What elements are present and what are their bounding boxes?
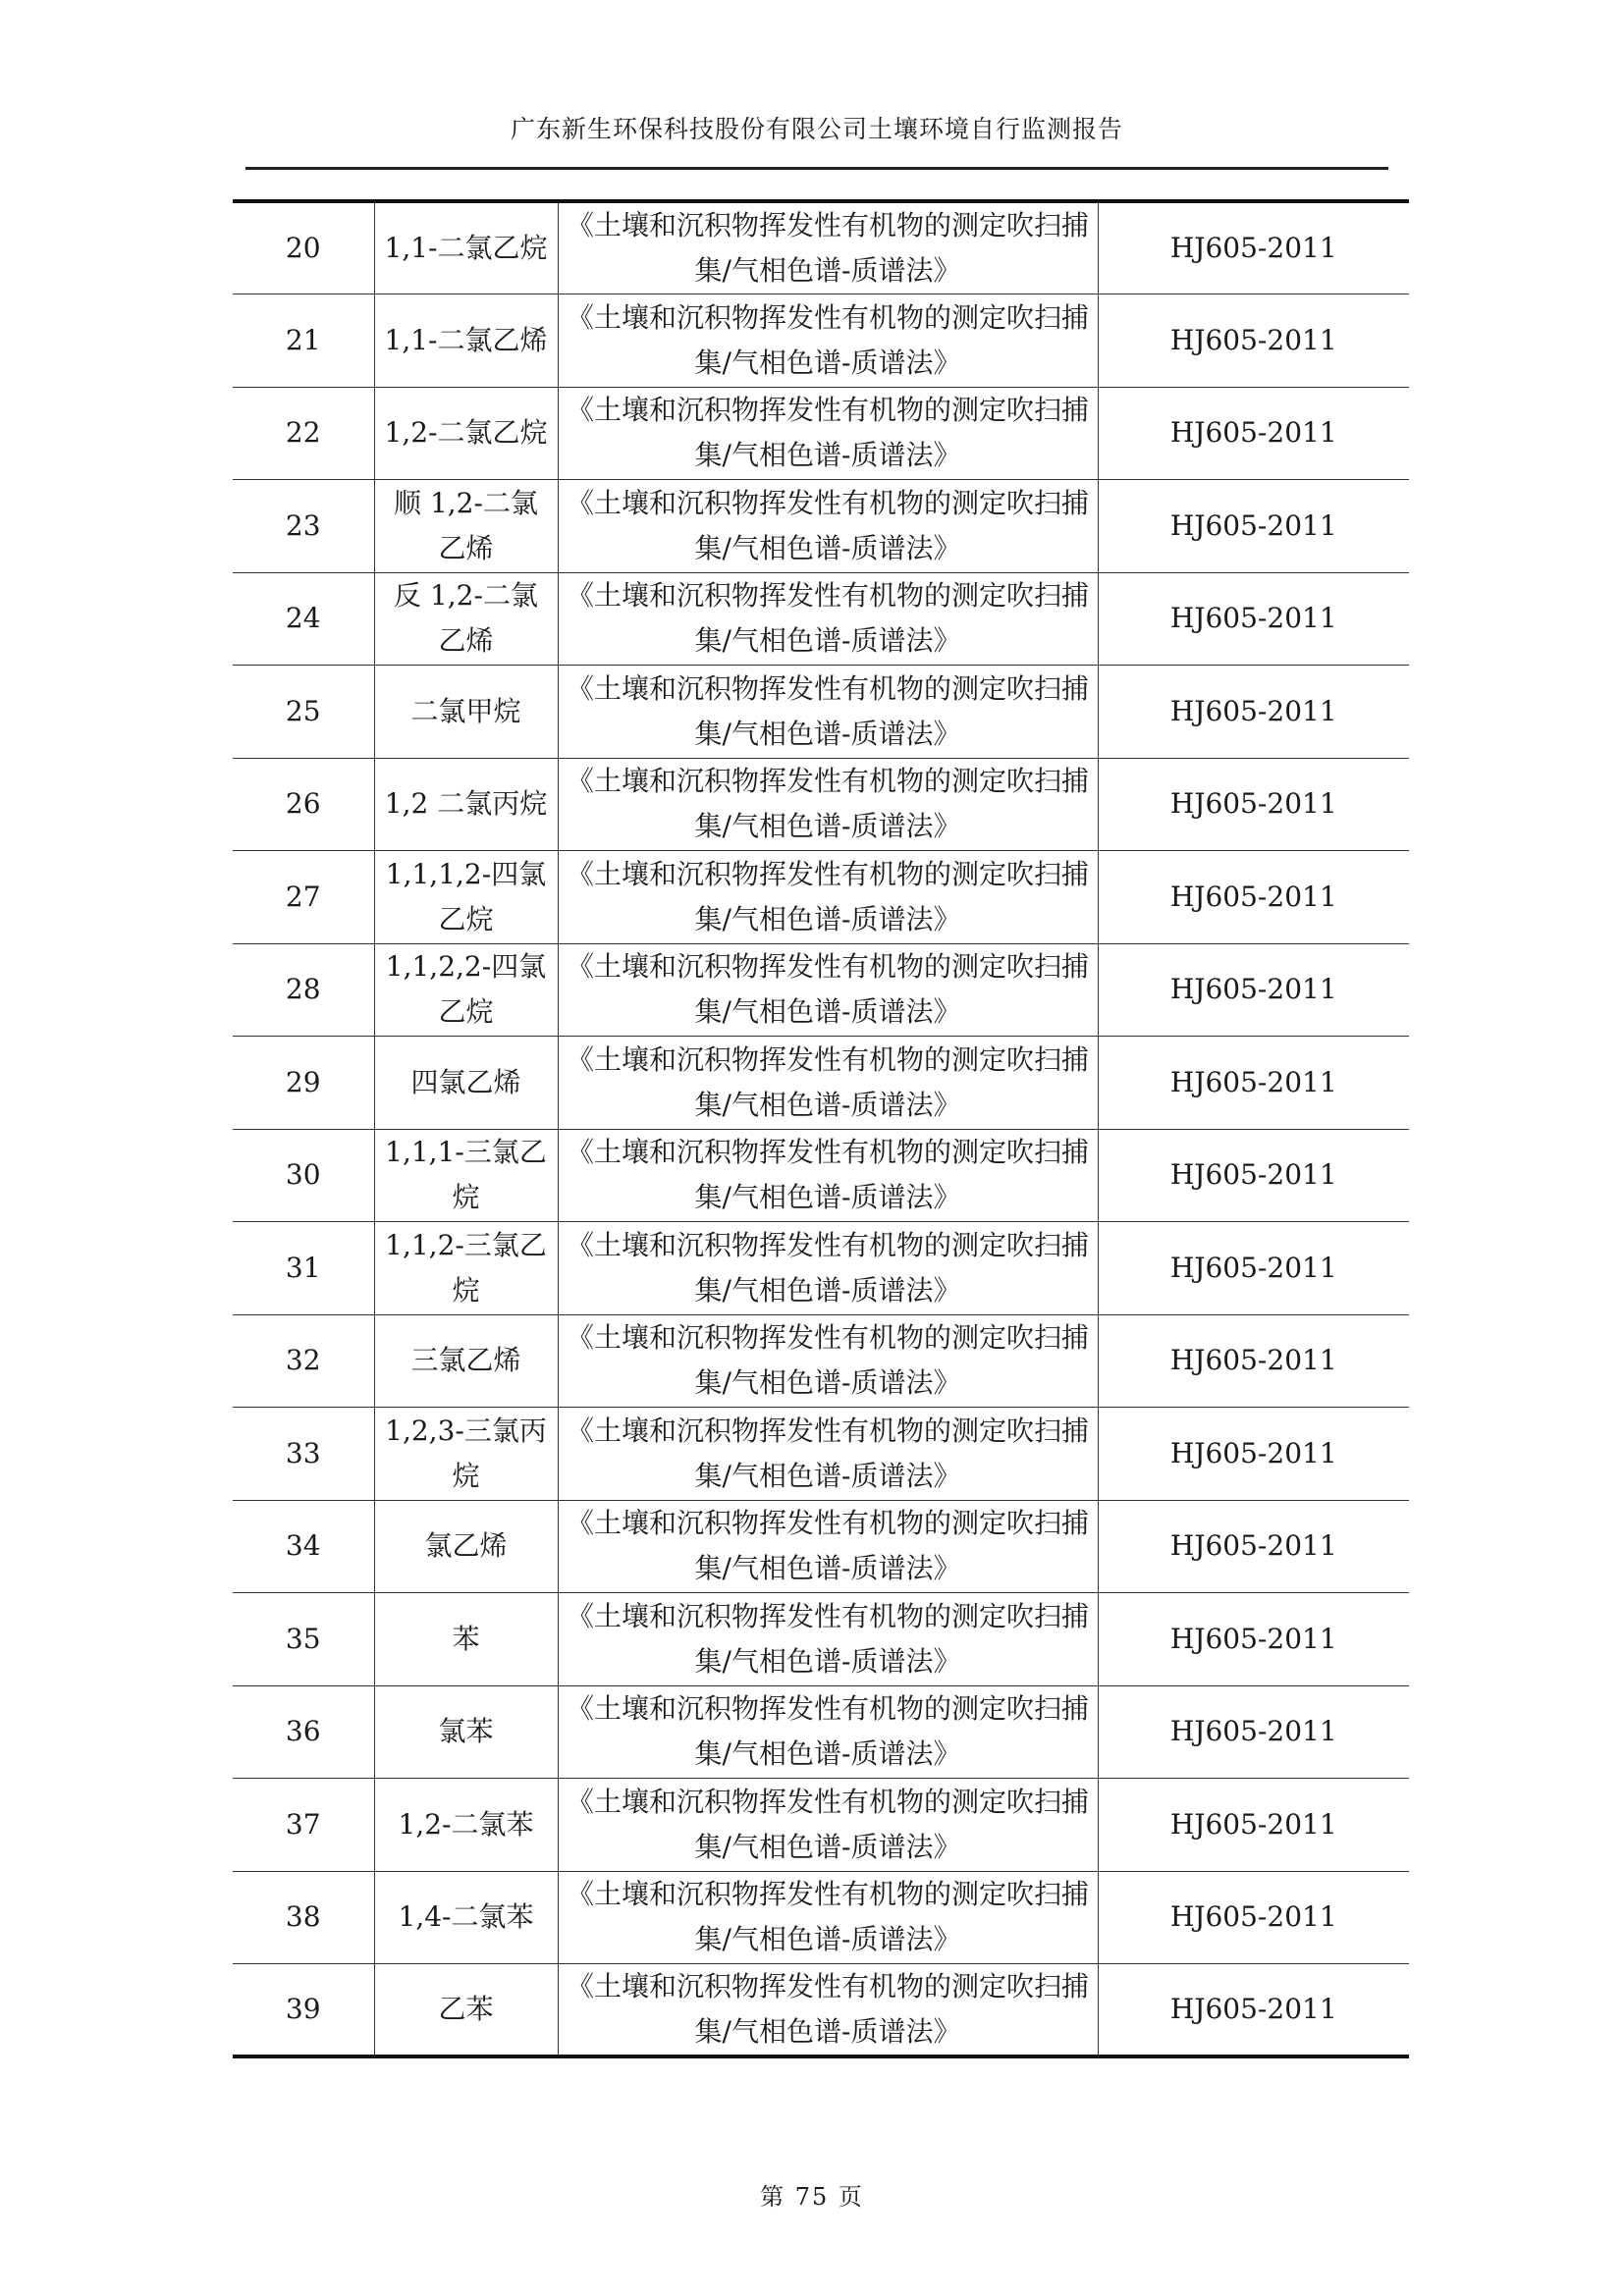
test-method: 《土壤和沉积物挥发性有机物的测定吹扫捕集/气相色谱-质谱法》 <box>558 1685 1098 1779</box>
row-number: 23 <box>233 480 374 573</box>
standard-code: HJ605-2011 <box>1098 1871 1409 1964</box>
standard-code: HJ605-2011 <box>1098 1779 1409 1872</box>
analyte-name: 顺 1,2-二氯乙烯 <box>374 480 558 573</box>
row-number: 39 <box>233 1964 374 2057</box>
test-method: 《土壤和沉积物挥发性有机物的测定吹扫捕集/气相色谱-质谱法》 <box>558 201 1098 294</box>
standard-code: HJ605-2011 <box>1098 294 1409 388</box>
test-method: 《土壤和沉积物挥发性有机物的测定吹扫捕集/气相色谱-质谱法》 <box>558 1408 1098 1501</box>
test-method: 《土壤和沉积物挥发性有机物的测定吹扫捕集/气相色谱-质谱法》 <box>558 1964 1098 2057</box>
analyte-name: 1,1,2-三氯乙烷 <box>374 1222 558 1315</box>
standard-code: HJ605-2011 <box>1098 943 1409 1037</box>
table-row <box>233 1222 1409 1315</box>
analyte-name: 1,2 二氯丙烷 <box>374 758 558 851</box>
row-number: 21 <box>233 294 374 388</box>
row-number: 22 <box>233 387 374 480</box>
table-row <box>233 1685 1409 1779</box>
table-row <box>233 294 1409 388</box>
test-method: 《土壤和沉积物挥发性有机物的测定吹扫捕集/气相色谱-质谱法》 <box>558 758 1098 851</box>
monitoring-methods-table <box>233 199 1409 2058</box>
table-body <box>233 201 1409 2056</box>
test-method: 《土壤和沉积物挥发性有机物的测定吹扫捕集/气相色谱-质谱法》 <box>558 1037 1098 1130</box>
table-row <box>233 480 1409 573</box>
table-row <box>233 1037 1409 1130</box>
standard-code: HJ605-2011 <box>1098 1593 1409 1686</box>
table-row <box>233 1129 1409 1222</box>
table-row <box>233 1779 1409 1872</box>
standard-code: HJ605-2011 <box>1098 1314 1409 1408</box>
page-number: 第 75 页 <box>760 2183 864 2211</box>
test-method: 《土壤和沉积物挥发性有机物的测定吹扫捕集/气相色谱-质谱法》 <box>558 1129 1098 1222</box>
table-row <box>233 1408 1409 1501</box>
standard-code: HJ605-2011 <box>1098 758 1409 851</box>
row-number: 25 <box>233 666 374 759</box>
row-number: 37 <box>233 1779 374 1872</box>
standard-code: HJ605-2011 <box>1098 480 1409 573</box>
standard-code: HJ605-2011 <box>1098 387 1409 480</box>
analyte-name: 乙苯 <box>374 1964 558 2057</box>
analyte-name: 反 1,2-二氯乙烯 <box>374 572 558 666</box>
analyte-name: 氯乙烯 <box>374 1500 558 1593</box>
row-number: 35 <box>233 1593 374 1686</box>
standard-code: HJ605-2011 <box>1098 666 1409 759</box>
table-row <box>233 851 1409 944</box>
test-method: 《土壤和沉积物挥发性有机物的测定吹扫捕集/气相色谱-质谱法》 <box>558 480 1098 573</box>
analyte-name: 三氯乙烯 <box>374 1314 558 1408</box>
analyte-name: 氯苯 <box>374 1685 558 1779</box>
row-number: 38 <box>233 1871 374 1964</box>
table-row <box>233 572 1409 666</box>
row-number: 31 <box>233 1222 374 1315</box>
test-method: 《土壤和沉积物挥发性有机物的测定吹扫捕集/气相色谱-质谱法》 <box>558 1500 1098 1593</box>
standard-code: HJ605-2011 <box>1098 1222 1409 1315</box>
table-row <box>233 943 1409 1037</box>
row-number: 34 <box>233 1500 374 1593</box>
analyte-name: 1,1-二氯乙烷 <box>374 201 558 294</box>
test-method: 《土壤和沉积物挥发性有机物的测定吹扫捕集/气相色谱-质谱法》 <box>558 1779 1098 1872</box>
analyte-name: 苯 <box>374 1593 558 1686</box>
test-method: 《土壤和沉积物挥发性有机物的测定吹扫捕集/气相色谱-质谱法》 <box>558 572 1098 666</box>
table-row <box>233 1964 1409 2057</box>
table-row <box>233 1871 1409 1964</box>
standard-code: HJ605-2011 <box>1098 572 1409 666</box>
test-method: 《土壤和沉积物挥发性有机物的测定吹扫捕集/气相色谱-质谱法》 <box>558 943 1098 1037</box>
table-row <box>233 201 1409 294</box>
test-method: 《土壤和沉积物挥发性有机物的测定吹扫捕集/气相色谱-质谱法》 <box>558 387 1098 480</box>
row-number: 30 <box>233 1129 374 1222</box>
standard-code: HJ605-2011 <box>1098 1685 1409 1779</box>
test-method: 《土壤和沉积物挥发性有机物的测定吹扫捕集/气相色谱-质谱法》 <box>558 1222 1098 1315</box>
analyte-name: 1,1,1,2-四氯乙烷 <box>374 851 558 944</box>
table-row <box>233 1314 1409 1408</box>
table-row <box>233 666 1409 759</box>
table-row <box>233 758 1409 851</box>
analyte-name: 四氯乙烯 <box>374 1037 558 1130</box>
row-number: 33 <box>233 1408 374 1501</box>
standard-code: HJ605-2011 <box>1098 1037 1409 1130</box>
row-number: 28 <box>233 943 374 1037</box>
analyte-name: 1,4-二氯苯 <box>374 1871 558 1964</box>
analyte-name: 1,1-二氯乙烯 <box>374 294 558 388</box>
table-row <box>233 1593 1409 1686</box>
test-method: 《土壤和沉积物挥发性有机物的测定吹扫捕集/气相色谱-质谱法》 <box>558 851 1098 944</box>
table-row <box>233 1500 1409 1593</box>
row-number: 20 <box>233 201 374 294</box>
analyte-name: 二氯甲烷 <box>374 666 558 759</box>
row-number: 29 <box>233 1037 374 1130</box>
standard-code: HJ605-2011 <box>1098 1500 1409 1593</box>
test-method: 《土壤和沉积物挥发性有机物的测定吹扫捕集/气相色谱-质谱法》 <box>558 294 1098 388</box>
row-number: 27 <box>233 851 374 944</box>
standard-code: HJ605-2011 <box>1098 1408 1409 1501</box>
page-header-title: 广东新生环保科技股份有限公司土壤环境自行监测报告 <box>510 115 1123 143</box>
row-number: 32 <box>233 1314 374 1408</box>
analyte-name: 1,2-二氯乙烷 <box>374 387 558 480</box>
test-method: 《土壤和沉积物挥发性有机物的测定吹扫捕集/气相色谱-质谱法》 <box>558 666 1098 759</box>
row-number: 26 <box>233 758 374 851</box>
standard-code: HJ605-2011 <box>1098 1129 1409 1222</box>
test-method: 《土壤和沉积物挥发性有机物的测定吹扫捕集/气相色谱-质谱法》 <box>558 1593 1098 1686</box>
analyte-name: 1,1,1-三氯乙烷 <box>374 1129 558 1222</box>
analyte-name: 1,2-二氯苯 <box>374 1779 558 1872</box>
row-number: 36 <box>233 1685 374 1779</box>
analyte-name: 1,1,2,2-四氯乙烷 <box>374 943 558 1037</box>
test-method: 《土壤和沉积物挥发性有机物的测定吹扫捕集/气相色谱-质谱法》 <box>558 1314 1098 1408</box>
standard-code: HJ605-2011 <box>1098 1964 1409 2057</box>
standard-code: HJ605-2011 <box>1098 851 1409 944</box>
standard-code: HJ605-2011 <box>1098 201 1409 294</box>
analyte-name: 1,2,3-三氯丙烷 <box>374 1408 558 1501</box>
test-method: 《土壤和沉积物挥发性有机物的测定吹扫捕集/气相色谱-质谱法》 <box>558 1871 1098 1964</box>
table-row <box>233 387 1409 480</box>
header-divider <box>245 167 1388 170</box>
row-number: 24 <box>233 572 374 666</box>
